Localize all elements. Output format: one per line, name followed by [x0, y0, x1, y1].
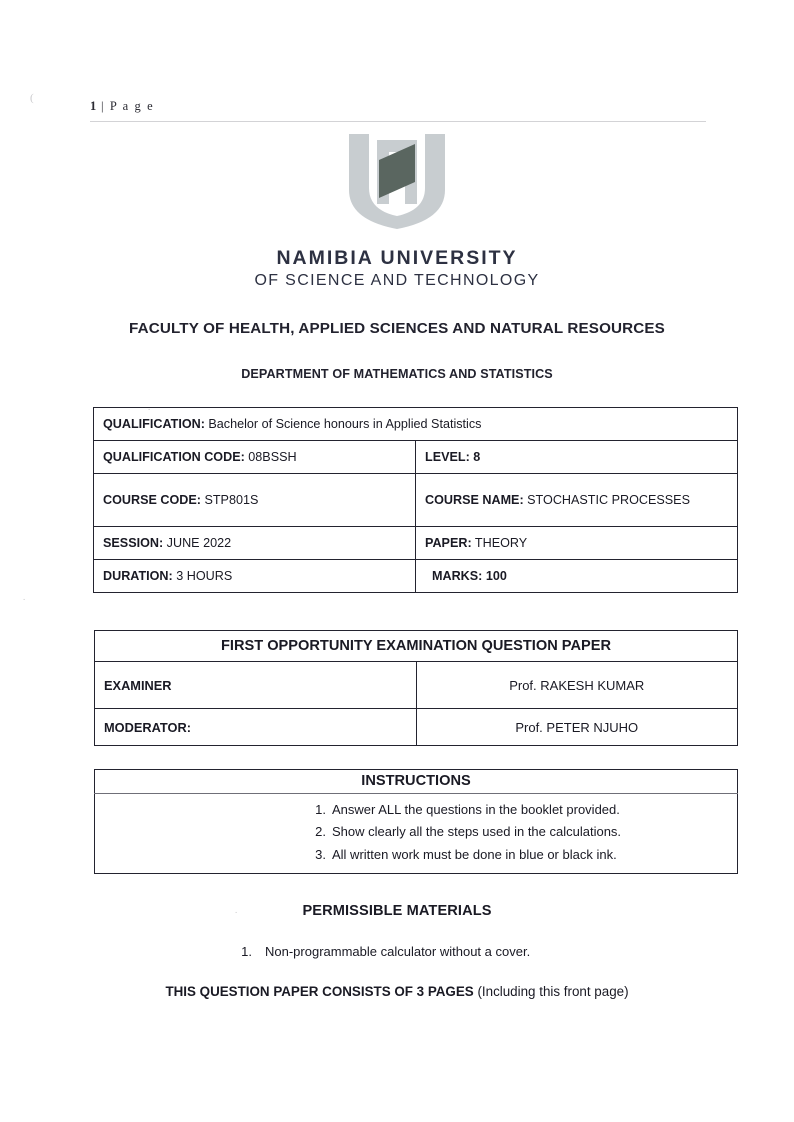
list-item [0, 944, 794, 959]
level-cell [416, 441, 738, 474]
qualification-label: QUALIFICATION: [103, 417, 205, 431]
pages-note [0, 984, 794, 999]
qualification-code-cell [94, 441, 416, 474]
table-row [95, 794, 738, 874]
pages-note-bold: THIS QUESTION PAPER CONSISTS OF 3 PAGES [165, 984, 474, 999]
list-item [95, 799, 737, 821]
list-item [95, 821, 737, 843]
table-row [95, 662, 738, 709]
course-code-label: COURSE CODE: [103, 493, 201, 507]
list-item-text: Answer ALL the questions in the booklet provided. [332, 802, 620, 817]
table-row [95, 631, 738, 662]
folio-word: P a g e [109, 99, 155, 113]
marks-label: MARKS: 100 [432, 569, 507, 583]
table-row [95, 709, 738, 746]
marks-cell [416, 560, 738, 593]
duration-label: DURATION: [103, 569, 173, 583]
table-row [94, 527, 738, 560]
header-divider [90, 121, 706, 122]
qualification-table [93, 407, 738, 593]
university-name-line1: NAMIBIA UNIVERSITY [276, 247, 518, 269]
instructions-list [95, 799, 737, 866]
nust-shield-logo [343, 130, 451, 230]
list-item-number: 2. [315, 824, 326, 840]
course-name-cell [416, 474, 738, 527]
paper-label: PAPER: [425, 536, 472, 550]
scan-artifact: . [23, 592, 26, 602]
permissible-materials-list [0, 944, 794, 959]
folio-separator: | [96, 99, 110, 113]
faculty-title: FACULTY OF HEALTH, APPLIED SCIENCES AND NATURAL RESOURCES [129, 320, 665, 337]
table-row [94, 474, 738, 527]
table-row [95, 770, 738, 794]
list-item-text: Show clearly all the steps used in the calculations. [332, 824, 622, 840]
course-code-value: STP801S [200, 493, 259, 507]
folio-number: 1 [90, 99, 97, 113]
course-code-cell [94, 474, 416, 527]
department-title: DEPARTMENT OF MATHEMATICS AND STATISTICS [241, 367, 553, 381]
permissible-materials-title: PERMISSIBLE MATERIALS [302, 903, 492, 919]
instructions-title: INSTRUCTIONS [95, 770, 738, 794]
level-value: 8 [469, 450, 481, 464]
university-name [0, 247, 794, 291]
list-item-text: All written work must be done in blue or black ink. [332, 846, 617, 862]
list-item-text: Non-programmable calculator without a cover. [265, 944, 531, 959]
university-name-line2: OF SCIENCE AND TECHNOLOGY [254, 272, 540, 290]
course-name-value: STOCHASTIC PROCESSES [523, 493, 690, 507]
list-item-number: 3. [315, 846, 326, 862]
paper-cell [416, 527, 738, 560]
examiner-table [94, 630, 738, 746]
table-row [94, 408, 738, 441]
level-label: LEVEL: [425, 450, 470, 464]
moderator-name: Prof. PETER NJUHO [416, 709, 738, 746]
list-item [95, 844, 737, 866]
list-item-number: 1. [315, 802, 326, 817]
duration-cell [94, 560, 416, 593]
qualification-code-value: 08BSSH [244, 450, 297, 464]
duration-value: 3 HOURS [172, 569, 233, 583]
pages-note-normal: (Including this front page) [473, 984, 629, 999]
exam-paper-title: FIRST OPPORTUNITY EXAMINATION QUESTION PAPER [95, 631, 738, 662]
scan-artifact: ( [30, 92, 34, 104]
qualification-value: Bachelor of Science honours in Applied Statistics [204, 417, 482, 431]
table-row [94, 441, 738, 474]
examiner-name: Prof. RAKESH KUMAR [416, 662, 738, 709]
qualification-code-label: QUALIFICATION CODE: [103, 450, 245, 464]
qualification-cell [94, 408, 738, 441]
examiner-label: EXAMINER [95, 662, 417, 709]
paper-value: THEORY [471, 536, 528, 550]
scan-artifact: . [148, 402, 151, 412]
page-folio [90, 99, 706, 118]
logo-container [0, 130, 794, 230]
session-cell [94, 527, 416, 560]
instructions-table [94, 769, 738, 874]
session-value: JUNE 2022 [163, 536, 232, 550]
course-name-label: COURSE NAME: [425, 493, 524, 507]
table-row [94, 560, 738, 593]
scan-artifact: . [235, 905, 238, 915]
instructions-body [95, 794, 738, 874]
list-item-number: 1. [241, 944, 252, 959]
moderator-label: MODERATOR: [95, 709, 417, 746]
session-label: SESSION: [103, 536, 164, 550]
page-header [90, 99, 706, 118]
